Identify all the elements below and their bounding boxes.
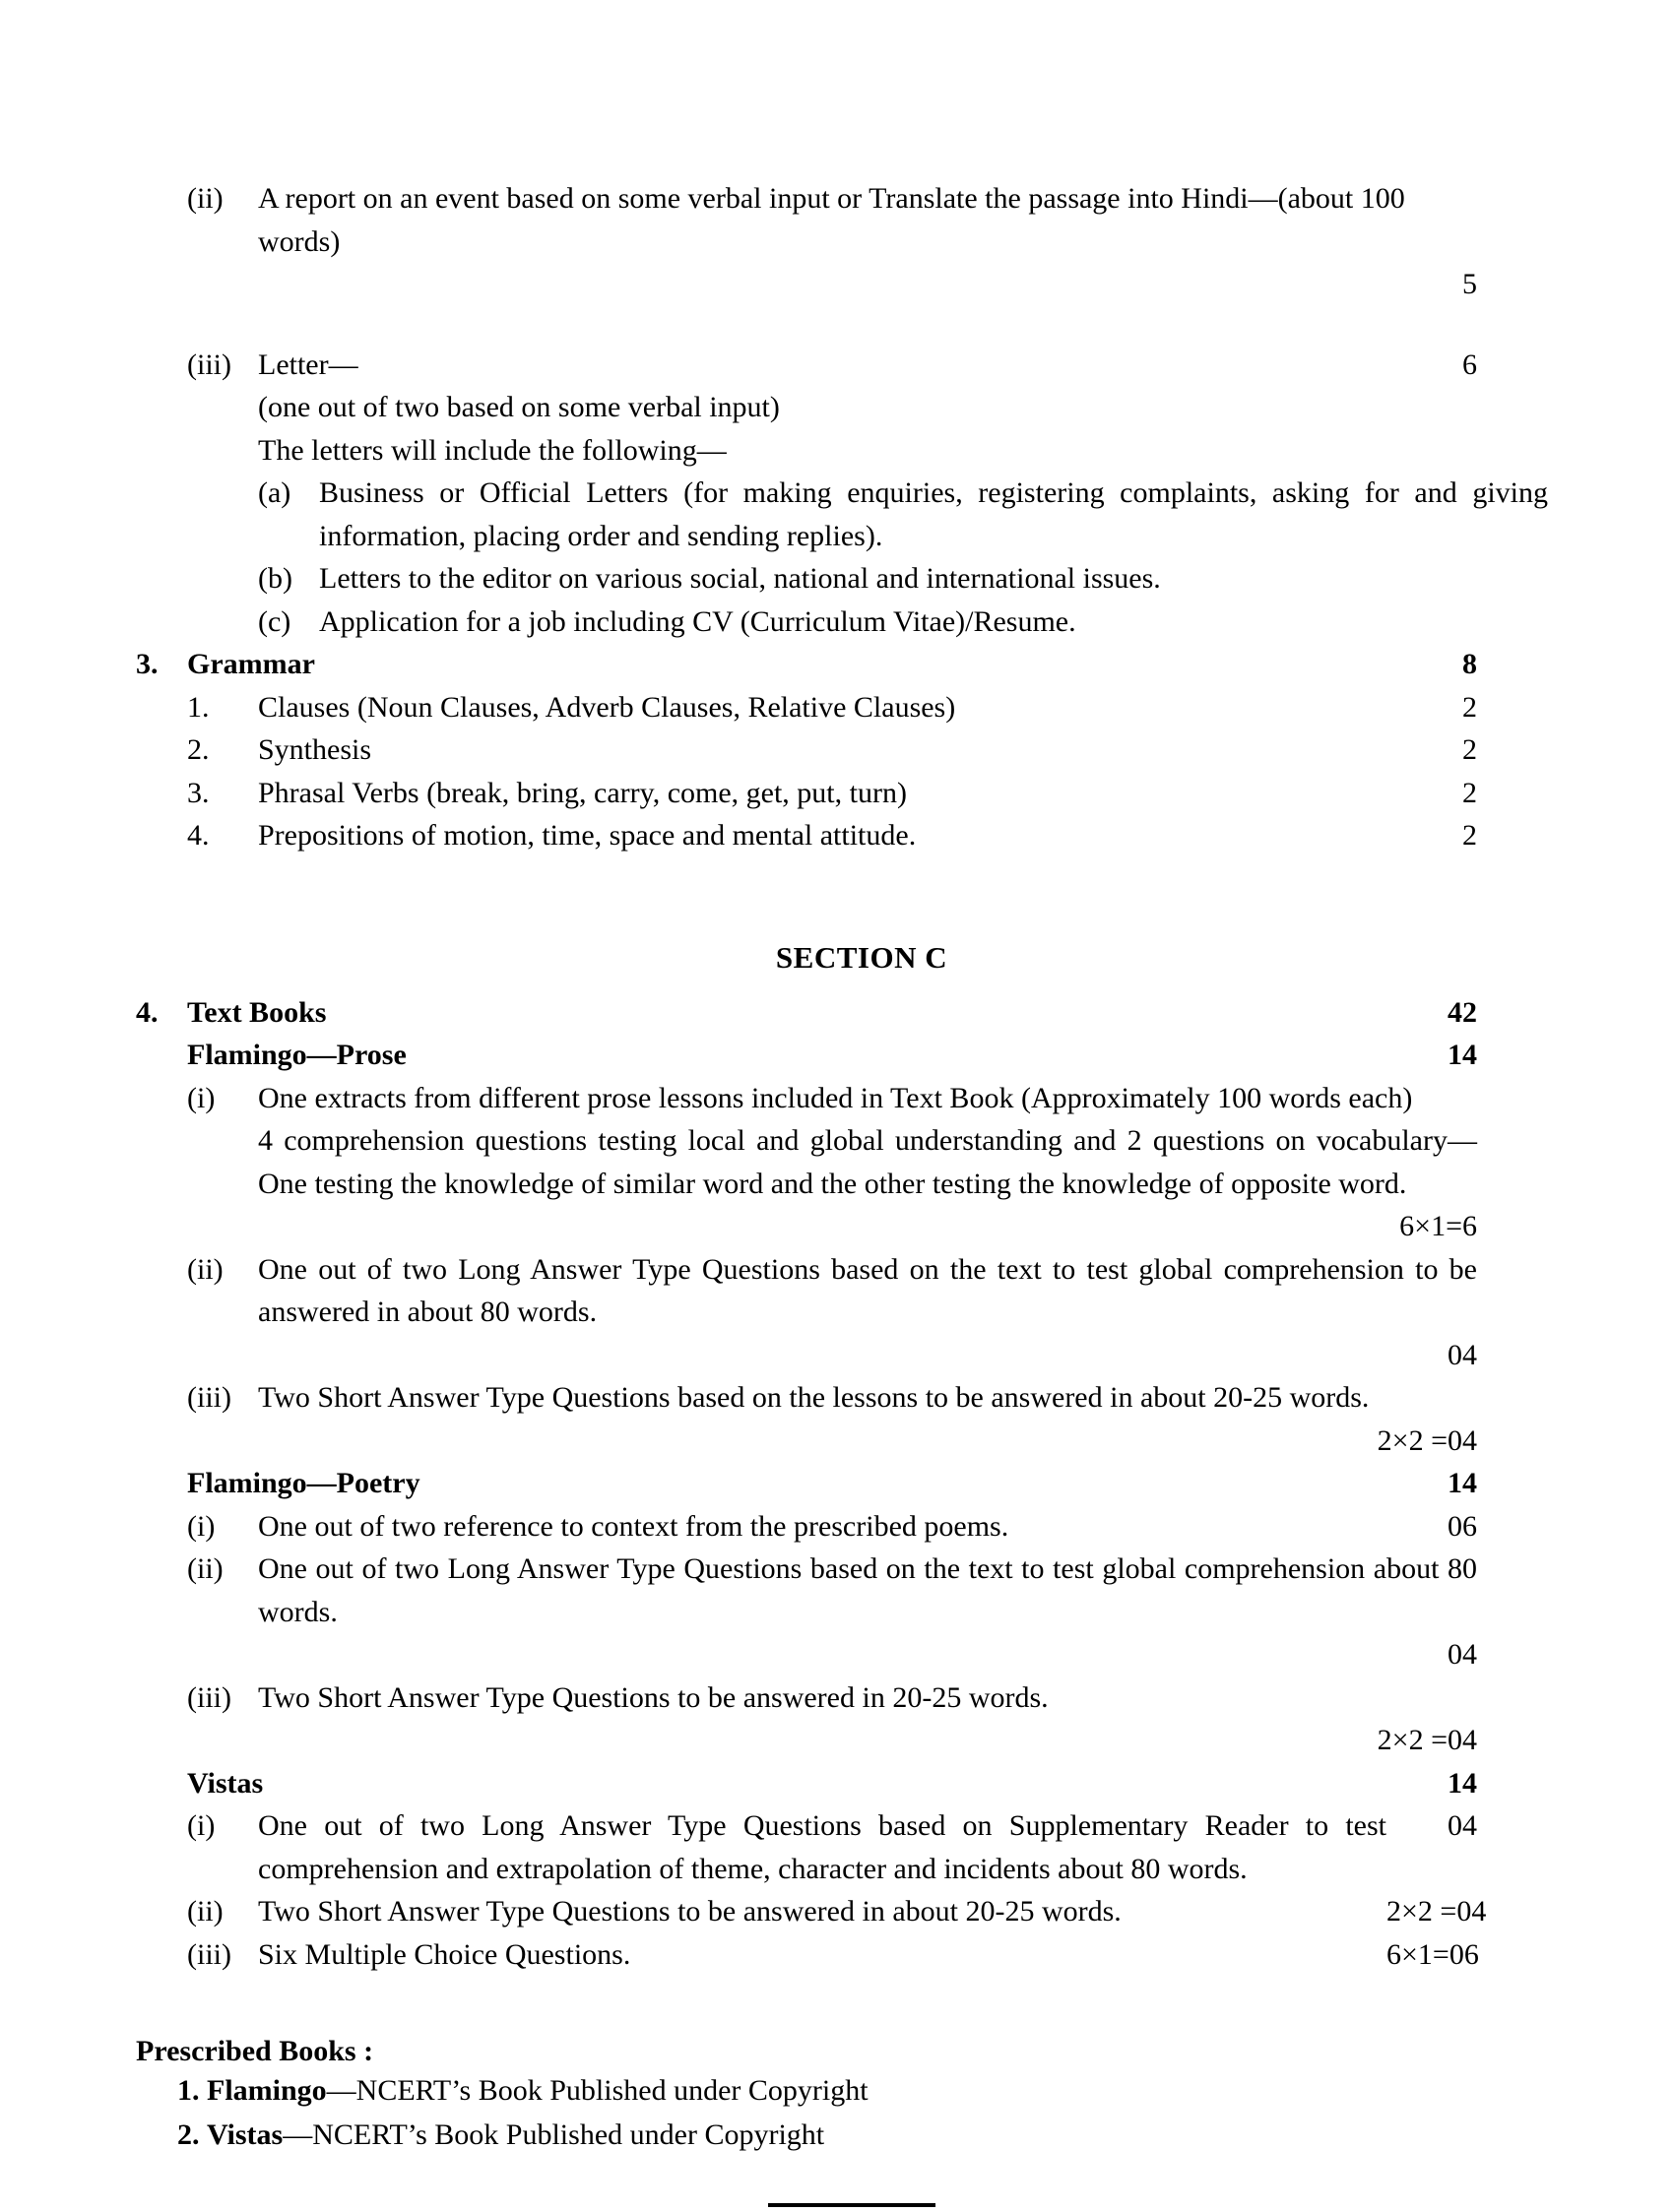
item-text: One out of two reference to context from the prescribed poems. [258,1509,1009,1543]
item-marks: 6×1=06 [1386,1937,1479,1971]
text-books-title: Text Books [187,995,327,1029]
flamingo-poetry-title: Flamingo—Poetry [187,1467,420,1499]
list-item [187,1804,1477,1890]
list-item [187,1933,1477,1977]
list-item [187,557,1548,600]
item-marks-row [187,1420,1477,1463]
vistas-heading [187,1762,1477,1805]
vistas-marks: 14 [1448,1766,1477,1800]
grammar-title: Grammar [187,648,315,680]
item-marks: 2 [1462,690,1477,724]
item-text: Letter— [258,348,358,381]
item-marks: 2 [1462,733,1477,766]
list-item [187,1077,1477,1120]
item-marks: 04 [1448,1809,1477,1842]
item-marks: 06 [1448,1509,1477,1543]
item-text: One out of two Long Answer Type Questions based on the text to test global comprehension about 80 words. [258,1552,1477,1628]
list-item [187,1248,1477,1334]
flamingo-poetry-heading [187,1462,1477,1505]
spacer [187,857,1477,940]
item-text: One out of two Long Answer Type Questions based on Supplementary Reader to test comprehension and extrapolation of theme, character and incidents about 80 words. [258,1809,1386,1885]
item-text: One out of two Long Answer Type Questions based on the text to test global comprehension to be answered in about 80 words. [258,1252,1477,1328]
item-text: Business or Official Letters (for making enquiries, registering complaints, asking for and giving information, placing order and sending replies). [319,476,1548,552]
grammar-number: 3. [136,648,159,680]
flamingo-prose-title: Flamingo—Prose [187,1039,407,1071]
item-marks: 2×2 =04 [1377,1423,1477,1457]
item-text: Two Short Answer Type Questions based on the lessons to be answered in about 20-25 words. [258,1381,1370,1414]
item-text: Letters to the editor on various social, national and international issues. [319,562,1161,595]
list-item [187,1548,1477,1633]
item-number: (ii) [187,1552,224,1585]
item-number: (ii) [187,1895,224,1928]
item-number: (iii) [187,1680,231,1714]
item-number: 4. [187,819,210,852]
item-number: (iii) [187,1937,231,1971]
item-marks-row [187,1719,1477,1762]
letter-subline-text: The letters will include the following— [258,433,727,467]
grammar-marks: 8 [1462,648,1477,680]
item-text: One extracts from different prose lessons included in Text Book (Approximately 100 words each) [258,1081,1413,1114]
item-marks: 2×2 =04 [1386,1895,1487,1928]
item-marks: 5 [1462,268,1477,300]
flamingo-poetry-marks: 14 [1448,1467,1477,1499]
text-books-marks: 42 [1448,995,1477,1029]
spacer [187,306,1477,344]
vistas-title: Vistas [187,1766,264,1800]
list-item [187,814,1477,857]
item-marks: 04 [1448,1338,1477,1371]
item-text: Application for a job including CV (Curriculum Vitae)/Resume. [319,604,1076,638]
section-c-heading: SECTION C [775,939,948,975]
prescribed-book-item [177,2113,1477,2157]
item-marks-row [187,1334,1477,1377]
item-text: Two Short Answer Type Questions to be answered in about 20-25 words. [258,1895,1122,1928]
letter-subline [187,429,1477,473]
spacer [187,976,1477,991]
item-number: (i) [187,1509,216,1543]
end-rule [768,2203,935,2207]
letter-subline-text: (one out of two based on some verbal input) [258,391,780,423]
letter-subline [187,386,1477,429]
list-item [187,1376,1477,1420]
prescribed-book-detail: —NCERT’s Book Published under Copyright [326,2074,869,2107]
list-item [187,344,1477,387]
item-marks: 6 [1462,348,1477,381]
list-item [187,686,1477,729]
item-number: (iii) [187,1381,231,1414]
item-number: 3. [187,776,210,809]
item-marks: 2×2 =04 [1377,1724,1477,1756]
list-item [187,1676,1477,1720]
end-rule-wrap [187,2194,1477,2212]
list-item-continuation [187,1119,1477,1205]
item-text: A report on an event based on some verbal input or Translate the passage into Hindi—(about 100 words) [258,182,1405,258]
document-content [136,177,1548,2212]
item-marks-row [187,1633,1477,1676]
item-number: (iii) [187,348,231,381]
item-marks: 04 [1448,1638,1477,1671]
item-number: 1. [187,690,210,724]
prescribed-books-title: Prescribed Books : [136,2035,374,2067]
item-text: Two Short Answer Type Questions to be answered in 20-25 words. [258,1680,1049,1714]
list-item [187,472,1548,557]
item-number: (i) [187,1809,216,1842]
item-text: Six Multiple Choice Questions. [258,1937,631,1971]
item-number: (a) [258,476,291,509]
item-text: Prepositions of motion, time, space and mental attitude. [258,819,917,852]
prescribed-book-name: Vistas [207,2118,284,2151]
prescribed-book-number: 2. [177,2118,200,2151]
item-text: Clauses (Noun Clauses, Adverb Clauses, Relative Clauses) [258,690,956,724]
text-books-heading [136,991,1477,1035]
text-books-number: 4. [136,995,159,1029]
list-item [187,177,1477,263]
item-marks: 2 [1462,776,1477,809]
spacer [187,1976,1477,2035]
item-marks-row [187,263,1477,306]
prescribed-book-number: 1. [177,2074,200,2107]
flamingo-prose-heading [187,1034,1477,1077]
list-item [187,728,1477,772]
spacer [187,2157,1477,2194]
item-marks: 2 [1462,819,1477,852]
item-marks-row [187,1205,1477,1248]
item-number: (b) [258,562,292,595]
item-number: (ii) [187,1252,224,1286]
item-number: 2. [187,733,210,766]
list-item [187,600,1548,644]
list-item [187,1890,1487,1933]
item-text: Synthesis [258,733,372,766]
item-number: (ii) [187,182,224,215]
item-number: (c) [258,604,291,638]
list-item [187,1505,1477,1548]
prescribed-book-name: Flamingo [207,2074,327,2107]
list-item [187,772,1477,815]
prescribed-book-detail: —NCERT’s Book Published under Copyright [283,2118,825,2151]
item-marks: 6×1=6 [1399,1210,1477,1242]
grammar-heading [136,643,1477,686]
item-text: 4 comprehension questions testing local and global understanding and 2 questions on vocabulary—One testing the knowledge of similar word and the other testing the knowledge of opposite word. [258,1124,1477,1200]
flamingo-prose-marks: 14 [1448,1039,1477,1071]
item-number: (i) [187,1081,216,1114]
prescribed-book-item [177,2068,1477,2113]
item-text: Phrasal Verbs (break, bring, carry, come, get, put, turn) [258,776,907,809]
